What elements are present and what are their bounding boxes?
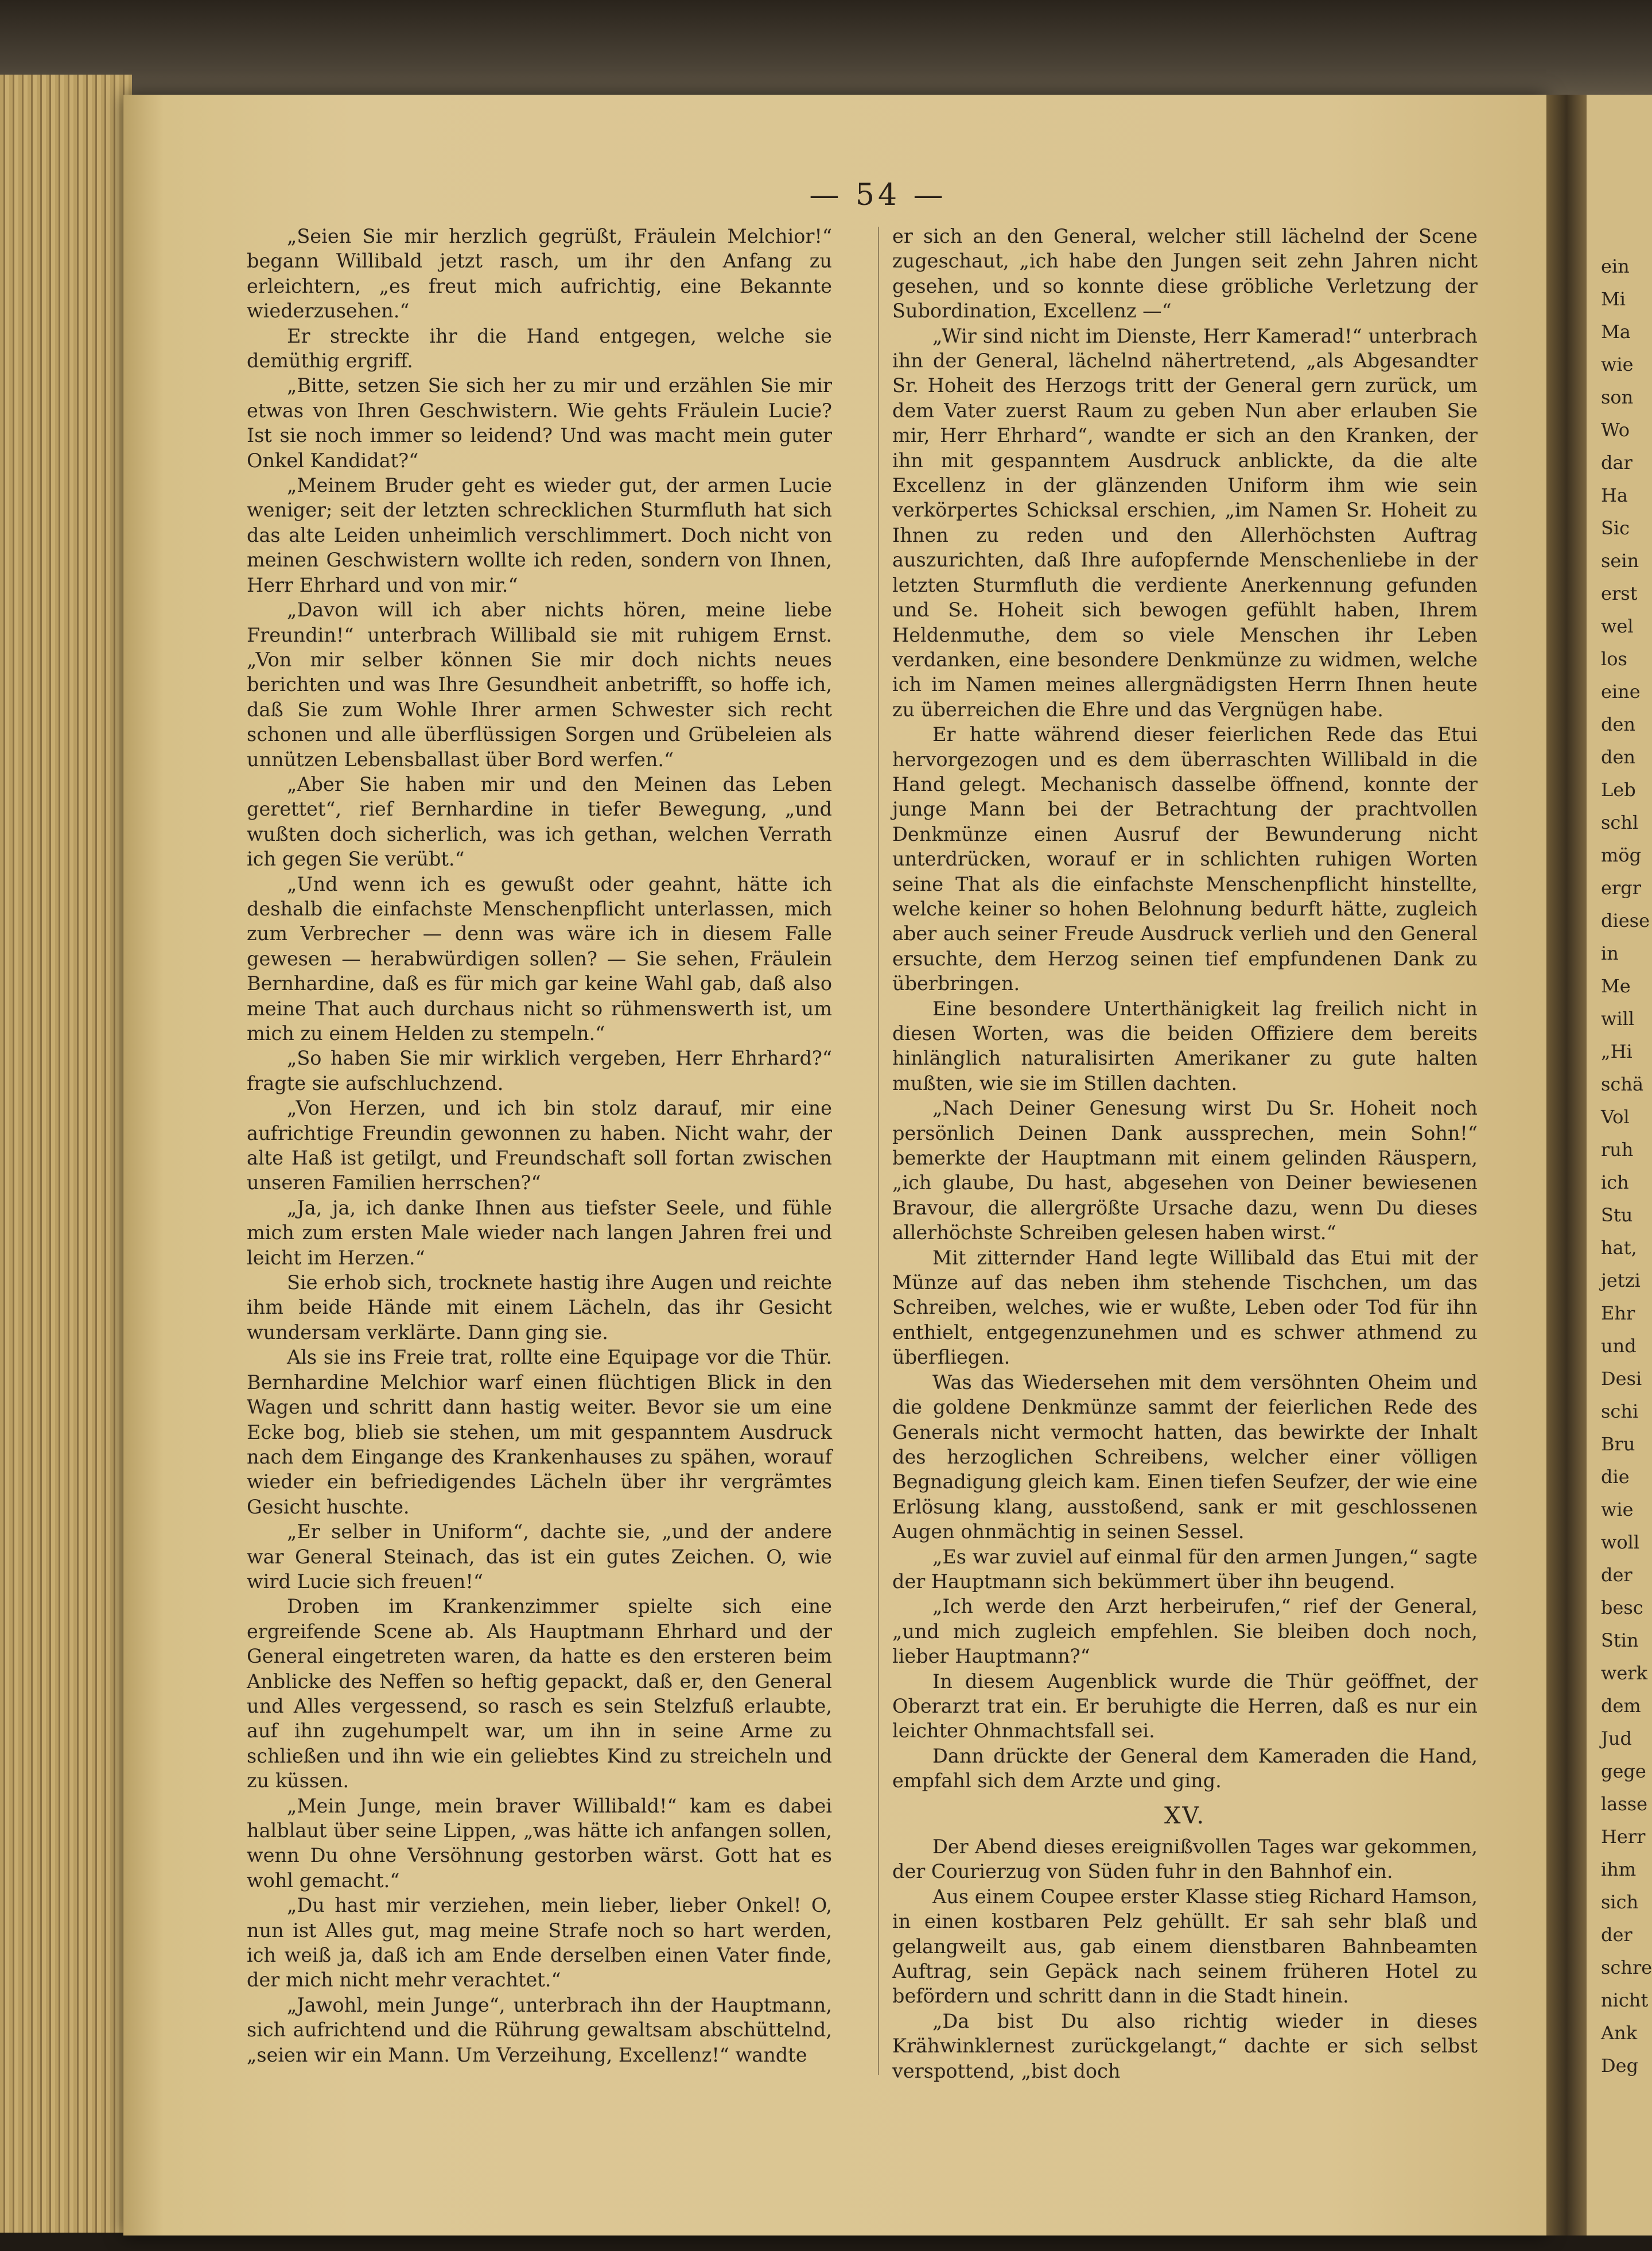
next-page-fragment: lasse [1601, 1793, 1648, 1815]
paragraph: Er streckte ihr die Hand entgegen, welche sie demüthig ergriff. [247, 324, 832, 372]
paragraph: In diesem Augenblick wurde die Thür geöffnet, der Oberarzt trat ein. Er beruhigte die Herren, daß es nur ein leichter Ohnmachtsfall sei. [892, 1670, 1478, 1742]
next-page-fragment: Leb [1601, 779, 1636, 801]
next-page-fragment: ich [1601, 1171, 1629, 1193]
next-page-fragment: den [1601, 746, 1636, 768]
next-page-fragment: nicht [1601, 1989, 1649, 2011]
next-page-fragment: jetzi [1601, 1270, 1641, 1291]
paragraph: Aus einem Coupee erster Klasse stieg Richard Hamson, in einen kostbaren Pelz gehüllt. Er sah sehr blaß und gelangweilt aus, gab einem dienstbaren Bahnbeamten Auftrag, sein Gepäck nach seinem früheren Hotel zu befördern und schritt dann in die Stadt hinein. [892, 1885, 1478, 2008]
next-page-fragment: wie [1601, 354, 1634, 375]
paragraph: „Er selber in Uniform“, dachte sie, „und der andere war General Steinach, das ist ein gutes Zeichen. O, wie wird Lucie sich freuen!“ [247, 1520, 832, 1593]
next-page-fragment: in [1601, 942, 1619, 964]
paragraph: Der Abend dieses ereignißvollen Tages war gekommen, der Courierzug von Süden fuhr in den Bahnhof ein. [892, 1835, 1478, 1883]
column-divider [878, 227, 879, 2075]
paragraph: Als sie ins Freie trat, rollte eine Equipage vor die Thür. Bernhardine Melchior warf einen flüchtigen Blick in den Wagen und schritt dann hastig weiter. Bevor sie um eine Ecke bog, blieb sie stehen, um mit gespanntem Ausdruck nach dem Eingange des Krankenhauses zu spähen, worauf wieder ein befriedigendes Lächeln über ihr vergrämtes Gesicht huschte. [247, 1346, 832, 1518]
paragraph: „Und wenn ich es gewußt oder geahnt, hätte ich deshalb die einfachste Menschenpflicht unterlassen, mich zum Verbrecher — denn was wäre ich in diesem Falle gewesen — herabwürdigen sollen? — Sie sehen, Fräulein Bernhardine, daß es für mich gar keine Wahl gab, daß also meine That auch durchaus nicht so rühmenswerth ist, um mich zu einem Helden zu stempeln.“ [247, 872, 832, 1045]
paragraph: „Jawohl, mein Junge“, unterbrach ihn der Hauptmann, sich aufrichtend und die Rührung gewaltsam abschüttelnd, „seien wir ein Mann. Um Verzeihung, Excellenz!“ wandte [247, 1993, 832, 2066]
next-page-fragment: ruh [1601, 1139, 1634, 1161]
next-page-fragment: Sic [1601, 517, 1630, 539]
next-page-fragment: sich [1601, 1891, 1639, 1913]
next-page-fragment: dem [1601, 1695, 1641, 1717]
next-page-fragment: Ehr [1601, 1302, 1635, 1324]
page-number: — 54 — [809, 178, 947, 212]
left-text-column [247, 224, 832, 2067]
paragraph: „Mein Junge, mein braver Willibald!“ kam es dabei halblaut über seine Lippen, „was hätte ich anfangen sollen, wenn Du ohne Versöhnung gestorben wärst. Gott hat es wohl gemacht.“ [247, 1794, 832, 1892]
paragraph: „Davon will ich aber nichts hören, meine liebe Freundin!“ unterbrach Willibald sie mit ruhigem Ernst. „Von mir selber können Sie mir doch nichts neues berichten und was Ihre Gesundheit anbetrifft, so hoffe ich, daß Sie zum Wohle Ihrer armen Schwester sich recht schonen und alle überflüssigen Sorgen und Grübeleien als unnützen Lebensballast über Bord werfen.“ [247, 599, 832, 771]
next-page-fragment: son [1601, 386, 1634, 408]
next-page-fragment: will [1601, 1008, 1635, 1030]
paragraph: Dann drückte der General dem Kameraden die Hand, empfahl sich dem Arzte und ging. [892, 1744, 1478, 1792]
book-gutter [1546, 95, 1587, 2236]
next-page-fragment: Ha [1601, 484, 1628, 506]
next-page-fragment: Ma [1601, 321, 1631, 343]
next-page-fragment: Desi [1601, 1368, 1642, 1390]
next-page-fragment: Wo [1601, 419, 1630, 441]
next-page-fragment: mög [1601, 844, 1642, 866]
next-page-fragment: der [1601, 1924, 1632, 1946]
next-page-fragment: eine [1601, 681, 1641, 703]
paragraph: er sich an den General, welcher still lächelnd der Scene zugeschaut, „ich habe den Jungen seit zehn Jahren nicht gesehen, und so konnte diese gröbliche Verletzung der Subordination, Excellenz —“ [892, 225, 1478, 323]
next-page-fragment: ergr [1601, 877, 1642, 899]
next-page-fragment: Bru [1601, 1433, 1635, 1455]
next-page-fragment: diese [1601, 910, 1650, 932]
next-page-fragment: wie [1601, 1499, 1634, 1520]
next-page-fragment: los [1601, 648, 1627, 670]
next-page-fragment: schl [1601, 812, 1639, 833]
paragraph: Er hatte während dieser feierlichen Rede das Etui hervorgezogen und es dem überraschten Willibald in die Hand gelegt. Mechanisch dasselbe öffnend, konnte der junge Mann bei der Betrachtung der prachtvollen Denkmünze einen Ausruf der Bewunderung nicht unterdrücken, worauf er in schlichten ruhigen Worten seine That als die einfachste Menschenpflicht hinstellte, welche keiner so hohen Belohnung bedurft hätte, zugleich aber auch seiner Freude Ausdruck verlieh und den General ersuchte, dem Herzog seinen tief empfundenen Dank zu überbringen. [892, 723, 1478, 995]
next-page-fragment: erst [1601, 583, 1638, 604]
next-page-fragment: ein [1601, 255, 1630, 277]
next-page-fragment: die [1601, 1466, 1630, 1488]
next-page-fragment: besc [1601, 1597, 1643, 1619]
next-page-fragment: „Hi [1601, 1041, 1632, 1062]
next-page-fragment: Mi [1601, 288, 1626, 310]
paragraph: „Da bist Du also richtig wieder in dieses Krähwinklernest zurückgelangt,“ dachte er sich selbst verspottend, „bist doch [892, 2009, 1478, 2082]
next-page-fragment: den [1601, 713, 1636, 735]
paragraph: Droben im Krankenzimmer spielte sich eine ergreifende Scene ab. Als Hauptmann Ehrhard und der General eingetreten waren, da hatte es den ersteren beim Anblicke des Neffen so heftig gepackt, daß er, den General und Alles vergessend, so rasch es sein Stelzfuß erlaubte, auf ihn zugehumpelt war, um ihn in seine Arme zu schließen und ihn wie ein geliebtes Kind zu streicheln und zu küssen. [247, 1595, 832, 1792]
next-page-fragment: schä [1601, 1073, 1644, 1095]
next-page-fragment: Me [1601, 975, 1631, 997]
paragraph: „Aber Sie haben mir und den Meinen das Leben gerettet“, rief Bernhardine in tiefer Bewegung, „und wußten doch sicherlich, was ich gethan, welchen Verrath ich gegen Sie verübt.“ [247, 773, 832, 871]
next-page-fragment: schre [1601, 1957, 1652, 1978]
paragraph: „Von Herzen, und ich bin stolz darauf, mir eine aufrichtige Freundin gewonnen zu haben. Nicht wahr, der alte Haß ist getilgt, und Freundschaft soll fortan zwischen unseren Familien herrschen?“ [247, 1097, 832, 1194]
next-page-fragment: woll [1601, 1531, 1640, 1553]
paragraph: „Ja, ja, ich danke Ihnen aus tiefster Seele, und fühle mich zum ersten Male wieder nach langen Jahren frei und leicht im Herzen.“ [247, 1196, 832, 1269]
next-page-fragment: hat, [1601, 1237, 1637, 1259]
next-page-fragment: Herr [1601, 1826, 1646, 1848]
paragraph: Sie erhob sich, trocknete hastig ihre Augen und reichte ihm beide Hände mit einem Lächeln, das ihr Gesicht wundersam verklärte. Dann ging sie. [247, 1271, 832, 1344]
paragraph: „So haben Sie mir wirklich vergeben, Herr Ehrhard?“ fragte sie aufschluchzend. [247, 1047, 832, 1095]
next-page-fragment: Stin [1601, 1629, 1639, 1651]
paragraph: „Nach Deiner Genesung wirst Du Sr. Hoheit noch persönlich Deinen Dank aussprechen, mein Sohn!“ bemerkte der Hauptmann mit einem gelinden Räuspern, „ich glaube, Du hast, abgesehen von Deiner bewiesenen Bravour, die allergrößte Ursache dazu, wenn Du dieses allerhöchste Schreiben gelesen haben wirst.“ [892, 1097, 1478, 1244]
next-page-fragment: schi [1601, 1400, 1639, 1422]
chapter-heading: XV. [1164, 1802, 1206, 1829]
next-page-fragment: gege [1601, 1760, 1646, 1782]
paragraph: Mit zitternder Hand legte Willibald das Etui mit der Münze auf das neben ihm stehende Tischchen, um das Schreiben, welches, wie er wußte, Leben oder Tod für ihn enthielt, entgegenzunehmen und es schwer athmend zu überfliegen. [892, 1246, 1478, 1369]
right-text-column [892, 224, 1478, 2083]
paragraph: „Meinem Bruder geht es wieder gut, der armen Lucie weniger; seit der letzten schrecklichen Sturmfluth hat sich das alte Leiden unheimlich verschlimmert. Doch nicht von meinen Geschwistern wollte ich reden, sondern von Ihnen, Herr Ehrhard und von mir.“ [247, 474, 832, 596]
book-binding-top [0, 0, 1652, 109]
next-page-fragment: Ank [1601, 2022, 1638, 2044]
next-page-fragment: Jud [1601, 1728, 1632, 1749]
next-page-fragment: werk [1601, 1662, 1648, 1684]
next-page-fragment: Vol [1601, 1106, 1630, 1128]
next-page-fragment: Stu [1601, 1204, 1633, 1226]
paragraph: „Seien Sie mir herzlich gegrüßt, Fräulein Melchior!“ begann Willibald jetzt rasch, um ihr den Anfang zu erleichtern, „es freut mich aufrichtig, eine Bekannte wiederzusehen.“ [247, 225, 832, 323]
next-page-fragment: ihm [1601, 1858, 1637, 1880]
paragraph: Was das Wiedersehen mit dem versöhnten Oheim und die goldene Denkmünze sammt der feierlichen Rede des Generals nicht vermocht hatten, das bewirkte der Inhalt des herzoglichen Schreibens, welcher einer völligen Begnadigung gleich kam. Einen tiefen Seufzer, der wie eine Erlösung klang, ausstoßend, sank er mit geschlossenen Augen ohnmächtig in seinen Sessel. [892, 1371, 1478, 1543]
next-page-fragment: wel [1601, 615, 1634, 637]
paragraph: „Ich werde den Arzt herbeirufen,“ rief der General, „und mich zugleich empfehlen. Sie bleiben doch noch, lieber Hauptmann?“ [892, 1595, 1478, 1668]
next-page-fragment: der [1601, 1564, 1632, 1586]
next-page-edge [1587, 95, 1652, 2236]
paragraph: „Bitte, setzen Sie sich her zu mir und erzählen Sie mir etwas von Ihren Geschwistern. Wie gehts Fräulein Lucie? Ist sie noch immer so leidend? Und was macht mein guter Onkel Kandidat?“ [247, 374, 832, 472]
paragraph: Eine besondere Unterthänigkeit lag freilich nicht in diesen Worten, was die beiden Offiziere dem bereits hinlänglich naturalisirten Amerikaner zu gute halten mußten, wie sie im Stillen dachten. [892, 997, 1478, 1095]
paragraph: „Du hast mir verziehen, mein lieber, lieber Onkel! O, nun ist Alles gut, mag meine Strafe noch so hart werden, ich weiß ja, daß ich am Ende derselben einen Vater finde, der mich nicht mehr verachtet.“ [247, 1894, 832, 1992]
next-page-fragment: Deg [1601, 2055, 1639, 2077]
paragraph: „Es war zuviel auf einmal für den armen Jungen,“ sagte der Hauptmann sich bekümmert über ihn beugend. [892, 1545, 1478, 1593]
next-page-fragment: sein [1601, 550, 1639, 572]
page-stack-edge [0, 75, 132, 2233]
next-page-fragment: und [1601, 1335, 1637, 1357]
paragraph: „Wir sind nicht im Dienste, Herr Kamerad!“ unterbrach ihn der General, lächelnd nähertretend, „als Abgesandter Sr. Hoheit des Herzogs tritt der General gern zurück, um dem Vater zuerst Raum zu geben Nun aber erlauben Sie mir, Herr Ehrhard“, wandte er sich an den Kranken, der ihn mit gespanntem Ausdruck anblickte, da die alte Excellenz in der glänzenden Uniform ihm wie sein verkörpertes Schicksal erschien, „im Namen Sr. Hoheit zu Ihnen zu reden und den Allerhöchsten Auftrag auszurichten, daß Ihre aufopfernde Menschenliebe in der letzten Sturmfluth die verdiente Anerkennung gefunden und Se. Hoheit sich bewogen gefühlt haben, Ihrem Heldenmuthe, dem so viele Menschen ihr Leben verdanken, eine besondere Denkmünze zu widmen, welche ich im Namen meines allergnädigsten Herrn Ihnen heute zu überreichen die Ehre und das Vergnügen habe. [892, 324, 1478, 721]
next-page-fragment: dar [1601, 452, 1632, 474]
